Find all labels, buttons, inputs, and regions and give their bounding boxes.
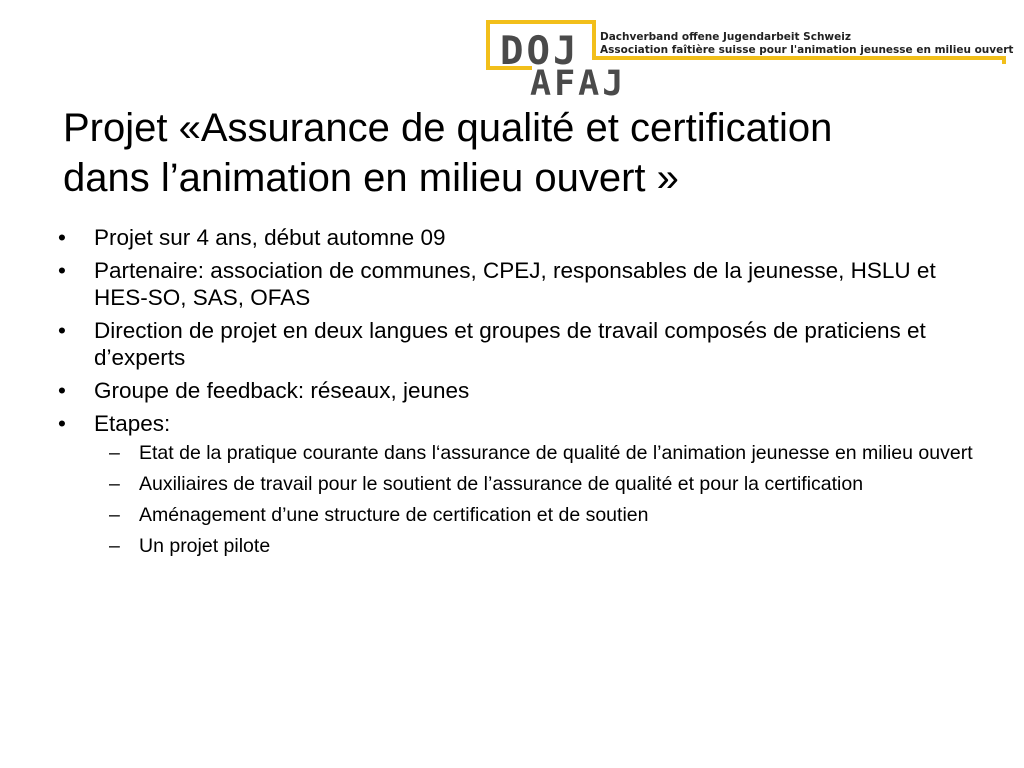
sub-bullet-item (104, 503, 978, 527)
bullet-text: Groupe de feedback: réseaux, jeunes (94, 378, 470, 403)
sub-bullet-marker: – (109, 442, 120, 464)
bullet-list (58, 224, 978, 565)
bullet-text: Projet sur 4 ans, début automne 09 (94, 225, 446, 250)
sub-bullet-marker: – (109, 473, 120, 495)
sub-bullet-text: Etat de la pratique courante dans l‘assurance de qualité de l’animation jeunesse en milieu ouvert (139, 442, 973, 464)
slide-title-line2: dans l’animation en milieu ouvert » (63, 156, 679, 200)
bullet-text: Partenaire: association de communes, CPEJ, responsables de la jeunesse, HSLU et HES-SO, SAS, OFAS (94, 258, 936, 310)
bullet-marker: • (58, 378, 66, 403)
bullet-item (58, 257, 978, 311)
bullet-marker: • (58, 411, 66, 436)
sub-bullet-text: Aménagement d’une structure de certification et de soutien (139, 504, 649, 526)
bullet-text: Direction de projet en deux langues et groupes de travail composés de praticiens et d’experts (94, 318, 926, 370)
sub-bullet-item (104, 472, 978, 496)
logo-doj-text: DOJ (500, 29, 580, 74)
sub-bullet-item (104, 441, 978, 465)
bullet-marker: • (58, 258, 66, 283)
sub-bullet-marker: – (109, 535, 120, 557)
bullet-item (58, 317, 978, 371)
slide-title (63, 103, 993, 203)
sub-bullet-text: Auxiliaires de travail pour le soutient de l’assurance de qualité et pour la certification (139, 473, 864, 495)
logo-afaj-text: AFAJ (530, 64, 627, 104)
bullet-item (58, 224, 978, 251)
slide-title-line1: Projet «Assurance de qualité et certification (63, 106, 833, 150)
bullet-marker: • (58, 225, 66, 250)
sub-bullet-marker: – (109, 504, 120, 526)
bullet-item (58, 377, 978, 404)
bullet-marker: • (58, 318, 66, 343)
sub-bullet-list (104, 441, 978, 558)
sub-bullet-item (104, 534, 978, 558)
logo-caption-french: Association faîtière suisse pour l'animation jeunesse en milieu ouvert (600, 44, 1014, 56)
bullet-item (58, 410, 978, 558)
sub-bullet-text: Un projet pilote (139, 535, 271, 557)
logo-caption-german: Dachverband offene Jugendarbeit Schweiz (600, 31, 851, 43)
bullet-text: Etapes: (94, 411, 171, 436)
doj-afaj-logo (486, 20, 1014, 104)
